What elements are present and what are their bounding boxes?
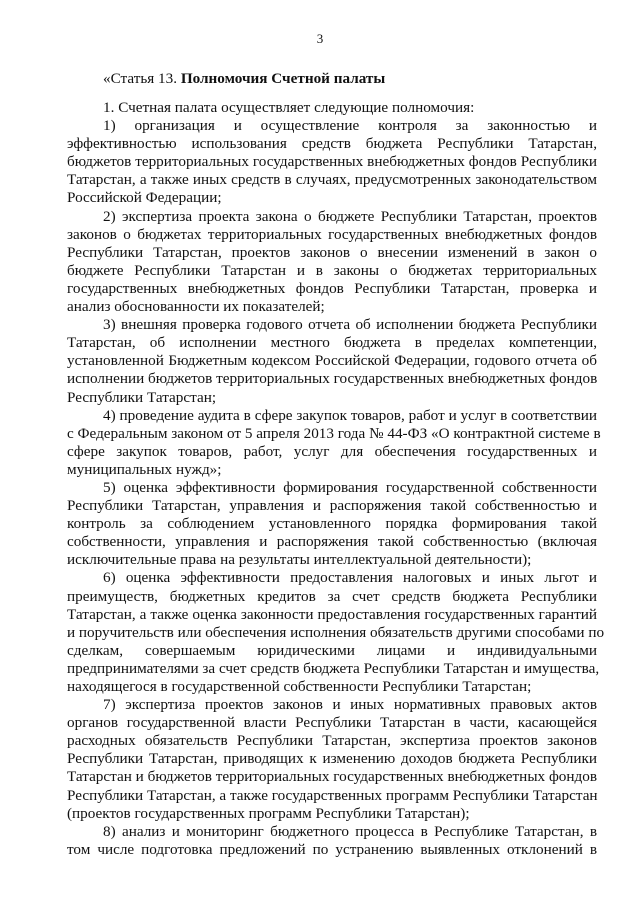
paragraph (67, 99, 597, 117)
text-line: 3) внешняя проверка годового отчета об исполнении бюджета Республики (103, 316, 597, 334)
text-line: Татарстан, об исполнении местного бюджета в пределах компетенции, (67, 334, 597, 352)
text-line: бюджете Республики Татарстан и в законы о бюджетах территориальных (67, 261, 597, 279)
article-title: Полномочия Счетной палаты (180, 70, 386, 87)
text-line: органов государственной власти Республики Татарстан в части, касающейся (67, 714, 597, 732)
text-line: 4) проведение аудита в сфере закупок товаров, работ и услуг в соответствии (103, 406, 597, 424)
paragraph (67, 479, 597, 569)
text-line: 1) организация и осуществление контроля за законностью и (103, 117, 597, 135)
article-number: «Статья 13. (103, 70, 178, 87)
text-line: законов о бюджетах территориальных государственных внебюджетных фондов (67, 225, 597, 243)
text-line: предпринимателями за счет средств бюджета Республики Татарстан и имущества, (67, 659, 600, 677)
text-line: с Федеральным законом от 5 апреля 2013 года № 44-ФЗ «О контрактной системе в (67, 424, 601, 442)
text-line: Республики Татарстан, а также государственных программ Республики Татарстан (67, 786, 598, 804)
text-line: 5) оценка эффективности формирования государственной собственности (103, 478, 597, 496)
paragraph (67, 569, 605, 696)
text-line: анализ обоснованности их показателей; (67, 298, 325, 316)
page-number: 3 (316, 31, 324, 46)
text-line: исключительные права на результаты интеллектуальной деятельности); (67, 551, 532, 569)
article-body (67, 99, 605, 859)
text-line: собственности, управления и распоряжения такой собственностью (включая (67, 533, 597, 551)
text-line: 8) анализ и мониторинг бюджетного процесса в Республике Татарстан, в (103, 822, 597, 840)
text-line: сделкам, совершаемым юридическими лицами и индивидуальными (67, 641, 597, 659)
text-line: том числе подготовка предложений по устранению выявленных отклонений в (67, 840, 597, 858)
text-line: контроль за соблюдением установленного порядка формирования такой (67, 515, 597, 533)
text-line: (проектов государственных программ Республики Татарстан); (67, 804, 470, 822)
text-line: сфере закупок товаров, работ, услуг для обеспечения государственных и (67, 442, 597, 460)
text-line: Российской Федерации; (67, 189, 222, 207)
text-line: 1. Счетная палата осуществляет следующие полномочия: (103, 99, 475, 116)
text-line: муниципальных нужд»; (67, 460, 222, 478)
paragraph (67, 823, 597, 859)
text-line: 6) оценка эффективности предоставления налоговых и иных льгот и (103, 569, 597, 587)
text-line: 2) экспертиза проекта закона о бюджете Республики Татарстан, проектов (103, 207, 597, 225)
paragraph (67, 406, 601, 479)
text-line: Республики Татарстан, управления и распоряжения такой собственностью и (67, 497, 597, 515)
text-line: преимуществ, бюджетных кредитов за счет средств бюджета Республики (67, 587, 597, 605)
text-line: Татарстан и бюджетов территориальных государственных внебюджетных фондов (67, 768, 597, 786)
text-line: Республики Татарстан, приводящих к изменению доходов бюджета Республики (67, 750, 597, 768)
text-line: 7) экспертиза проектов законов и иных нормативных правовых актов (103, 696, 597, 714)
text-line: государственных внебюджетных фондов Республики Татарстан, проверка и (67, 279, 597, 297)
text-line: Татарстан, а также оценка законности предоставления государственных гарантий (67, 605, 597, 623)
paragraph (67, 117, 597, 207)
text-line: эффективностью использования средств бюджета Республики Татарстан, (67, 135, 597, 153)
paragraph (67, 696, 597, 823)
text-line: исполнении бюджетов территориальных государственных внебюджетных фондов (67, 370, 598, 388)
text-line: бюджетов территориальных государственных внебюджетных фондов Республики (67, 153, 597, 171)
text-line: и поручительств или обеспечения исполнения обязательств другими способами по (67, 623, 605, 641)
text-line: Республики Татарстан, проектов законов о внесении изменений в закон о (67, 243, 597, 261)
paragraph (67, 316, 597, 406)
text-line: Республики Татарстан; (67, 388, 217, 406)
text-line: расходных обязательств Республики Татарстан, экспертиза проектов законов (67, 732, 597, 750)
article-heading (103, 70, 603, 88)
text-line: установленной Бюджетным кодексом Российской Федерации, годового отчета об (67, 352, 597, 370)
text-line: находящегося в государственной собственности Республики Татарстан; (67, 678, 532, 695)
text-line: Татарстан, а также иных средств в случаях, предусмотренных законодательством (67, 171, 597, 189)
paragraph (67, 208, 597, 317)
